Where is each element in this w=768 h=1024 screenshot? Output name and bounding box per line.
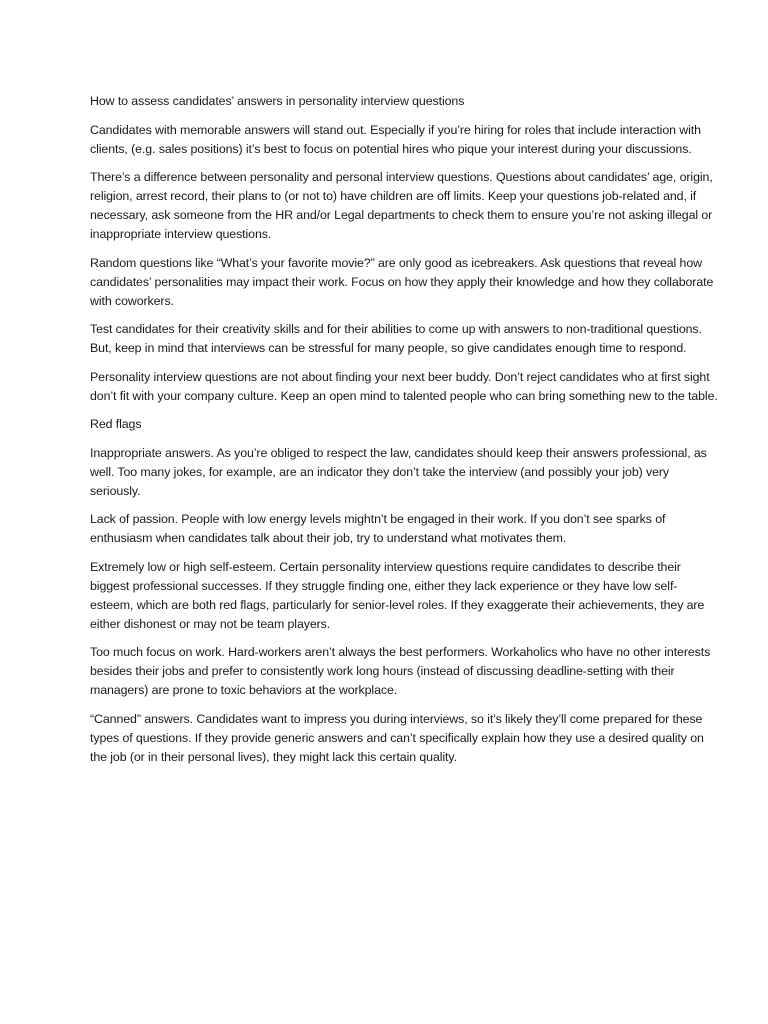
paragraph-focus-on-work: Too much focus on work. Hard-workers aren’t always the best performers. Workaholics who have no other interests besides their jobs and prefer to consistently work long hours (instead of discussing deadline-setting with their managers) are prone to toxic behaviors at the workplace.: [90, 645, 711, 697]
paragraph-creativity: Test candidates for their creativity skills and for their abilities to come up with answers to non-traditional questions. But, keep in mind that interviews can be stressful for many people, so give candidates enough time to respond.: [90, 322, 702, 355]
paragraph-personality-vs-personal: There’s a difference between personality and personal interview questions. Questions about candidates’ age, origin, religion, arrest record, their plans to (or not to) have children are off limits. Keep your questions job-related and, if necessary, ask someone from the HR and/or Legal departments to check them to ensure you’re not asking illegal or inappropriate interview questions.: [90, 170, 713, 241]
paragraph-random-questions: Random questions like “What’s your favorite movie?” are only good as icebreakers. Ask questions that reveal how candidates’ personalities may impact their work. Focus on how they apply their knowledge and how they collaborate with coworkers.: [90, 255, 714, 308]
paragraph-memorable-answers: Candidates with memorable answers will stand out. Especially if you’re hiring for roles that include interaction with clients, (e.g. sales positions) it’s best to focus on potential hires who pique your interest during your discussions.: [90, 122, 701, 156]
document-title: How to assess candidates’ answers in personality interview questions: [90, 94, 465, 108]
paragraph-lack-of-passion: Lack of passion. People with low energy levels mightn’t be engaged in their work. If you don’t see sparks of enthusiasm when candidates talk about their job, try to understand what motivates them.: [90, 512, 666, 545]
paragraph-beer-buddy: Personality interview questions are not about finding your next beer buddy. Don’t reject candidates who at first sight don’t fit with your company culture. Keep an open mind to talented people who can bring something new to the table.: [90, 369, 718, 403]
section-heading-red-flags: Red flags: [90, 417, 142, 431]
document-page: [90, 92, 720, 776]
paragraph-canned-answers: “Canned” answers. Candidates want to impress you during interviews, so it’s likely they’ll come prepared for these types of questions. If they provide generic answers and can’t specifically explain how they use a desired quality on the job (or in their personal lives), they might lack this certain quality.: [90, 711, 704, 764]
paragraph-inappropriate-answers: Inappropriate answers. As you’re obliged to respect the law, candidates should keep their answers professional, as well. Too many jokes, for example, are an indicator they don’t take the interview (and possibly your job) very seriously.: [90, 445, 707, 498]
paragraph-self-esteem: Extremely low or high self-esteem. Certain personality interview questions require candidates to describe their biggest professional successes. If they struggle finding one, either they lack experience or they have low self-esteem, which are both red flags, particularly for senior-level roles. If they exaggerate their achievements, they are either dishonest or may not be team players.: [90, 559, 705, 631]
